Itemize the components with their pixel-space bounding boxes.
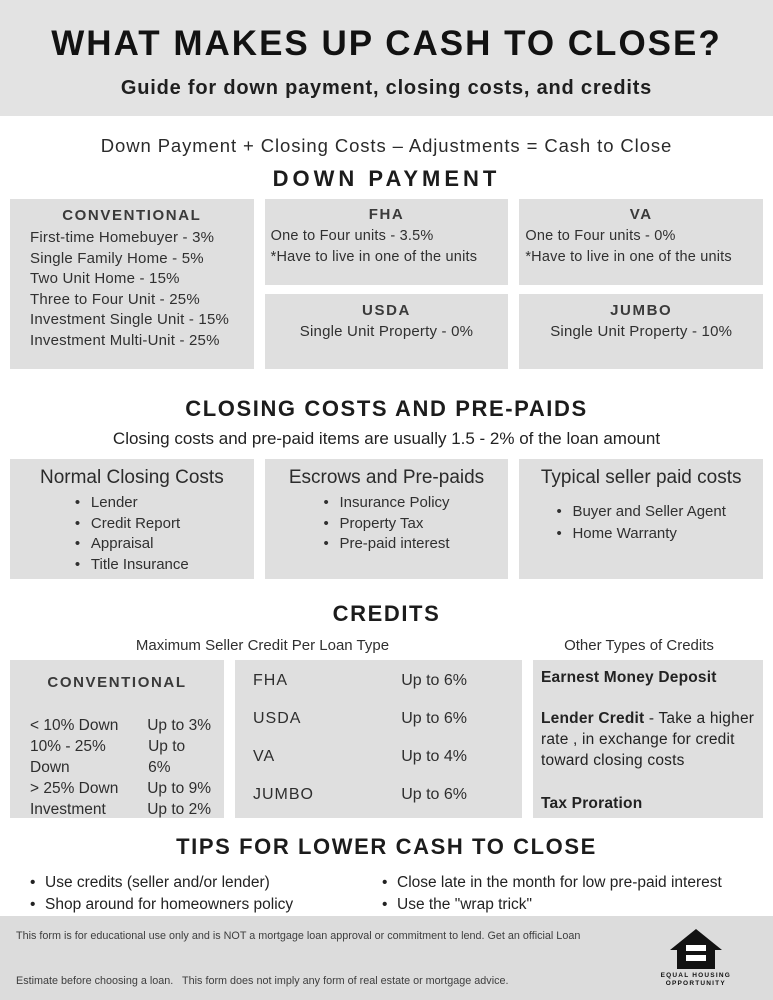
list-item: *Have to live in one of the units (270, 249, 478, 265)
equal-housing-house-icon (670, 929, 722, 969)
usda-down-payment-box (265, 294, 509, 369)
box-title: Typical seller paid costs (540, 467, 742, 488)
tips-columns (0, 872, 773, 916)
table-row (30, 715, 211, 736)
conventional-credit-rows (10, 715, 224, 820)
list-item: One to Four units - 0% (525, 228, 676, 244)
tips-section (0, 818, 773, 916)
list-item: • Pre-paid interest (323, 534, 449, 555)
conventional-credit-box (10, 660, 224, 818)
table-row (253, 672, 467, 690)
seller-paid-costs-box (519, 459, 763, 579)
row-label: JUMBO (253, 786, 314, 803)
credits-subheaders (0, 637, 773, 654)
list-item: *Have to live in one of the units (525, 249, 732, 265)
box-title: Escrows and Pre-paids (288, 467, 485, 488)
lender-credit-label: Lender Credit (541, 710, 645, 727)
down-payment-grid (0, 199, 773, 369)
equal-housing-opportunity-logo (661, 929, 731, 988)
escrows-prepaids-list (323, 493, 449, 555)
row-value: Up to 6% (401, 786, 467, 803)
footer-band (0, 916, 773, 1000)
fha-down-payment-box (265, 199, 509, 285)
tips-heading: TIPS FOR LOWER CASH TO CLOSE (176, 834, 597, 859)
jumbo-down-payment-box (519, 294, 763, 369)
list-item: • Credit Report (75, 514, 189, 535)
logo-label-line: EQUAL HOUSING (660, 972, 731, 979)
credits-heading: CREDITS (332, 601, 441, 626)
table-row (253, 786, 467, 804)
down-payment-heading: DOWN PAYMENT (272, 166, 501, 191)
header-band (0, 0, 773, 116)
cash-to-close-formula: Down Payment + Closing Costs – Adjustments = Cash to Close (100, 135, 673, 156)
table-row (253, 710, 467, 728)
row-label: > 25% Down (30, 780, 119, 797)
lender-credit-item (541, 708, 755, 771)
down-payment-right-column (519, 199, 763, 369)
other-credits-header: Other Types of Credits (564, 637, 714, 654)
disclaimer-line: This form is for educational use only and is NOT a mortgage loan approval or commitment to lend. Get an official Loan (16, 929, 581, 942)
jumbo-title: JUMBO (610, 302, 673, 319)
row-value: Up to 6% (401, 672, 467, 689)
row-label: FHA (253, 672, 288, 689)
equal-housing-logo-label (661, 972, 731, 988)
list-item: • Use credits (seller and/or lender) (30, 872, 370, 894)
closing-costs-section (0, 369, 773, 579)
closing-costs-subheading: Closing costs and pre-paid items are usually 1.5 - 2% of the loan amount (112, 429, 661, 448)
max-seller-credit-header: Maximum Seller Credit Per Loan Type (135, 637, 390, 654)
list-item: Two Unit Home - 15% (30, 270, 180, 287)
list-item: • Title Insurance (75, 555, 189, 576)
list-item: Single Unit Property - 0% (299, 323, 474, 340)
tips-left-list (30, 872, 370, 916)
list-item: • Home Warranty (556, 523, 725, 545)
list-item: • Use the "wrap trick" (382, 894, 743, 916)
list-item: Investment Single Unit - 15% (30, 311, 230, 328)
list-item: Single Family Home - 5% (30, 249, 204, 267)
table-row (30, 778, 211, 799)
row-label: Investment (30, 801, 106, 818)
row-value: Up to 3% (147, 717, 211, 734)
row-value: Up to 4% (401, 748, 467, 765)
logo-label-line: OPPORTUNITY (665, 980, 726, 987)
row-label: USDA (253, 710, 302, 727)
usda-title: USDA (362, 302, 411, 319)
conventional-down-payment-box (10, 199, 254, 369)
other-credits-box (533, 660, 763, 818)
row-label: < 10% Down (30, 717, 119, 734)
tax-proration-item: Tax Proration (541, 795, 643, 812)
fha-title: FHA (368, 206, 405, 223)
list-item: • Shop around for homeowners policy (30, 894, 370, 916)
escrows-prepaids-box (265, 459, 509, 579)
list-item: • Appraisal (75, 534, 189, 555)
list-item: First-time Homebuyer - 3% (30, 229, 215, 246)
seller-paid-costs-list (556, 501, 725, 544)
fha-lines (271, 226, 503, 268)
row-label: VA (253, 748, 276, 765)
tips-right-list (370, 872, 743, 916)
list-item: • Lender (75, 493, 189, 514)
row-label: 10% - 25% Down (30, 738, 106, 776)
down-payment-section (0, 157, 773, 369)
conventional-credit-title: CONVENTIONAL (47, 674, 187, 691)
closing-costs-grid (0, 459, 773, 579)
row-value: Up to 6% (401, 710, 467, 727)
table-row (30, 736, 211, 778)
row-value: Up to 6% (148, 738, 186, 776)
disclaimer-line: Estimate before choosing a loan. This form does not imply any form of real estate or mortgage advice. (16, 974, 509, 987)
table-row (30, 799, 211, 820)
list-item: • Insurance Policy (323, 493, 449, 514)
down-payment-middle-column (265, 199, 509, 369)
conventional-items (10, 228, 254, 351)
list-item: Three to Four Unit - 25% (30, 290, 200, 308)
list-item: • Buyer and Seller Agent (556, 501, 725, 523)
credits-section (0, 579, 773, 818)
closing-costs-heading: CLOSING COSTS AND PRE-PAIDS (185, 396, 588, 421)
lender-credit-description: - Take a higher rate , in exchange for credit toward closing costs (541, 710, 755, 769)
page-subtitle: Guide for down payment, closing costs, and credits (120, 77, 653, 99)
list-item: Single Unit Property - 10% (550, 323, 733, 340)
row-value: Up to 2% (147, 801, 211, 818)
list-item: • Close late in the month for low pre-paid interest (382, 872, 743, 894)
table-row (253, 748, 467, 766)
list-item: One to Four units - 3.5% (270, 228, 434, 244)
page-title: WHAT MAKES UP CASH TO CLOSE? (51, 24, 722, 63)
loan-type-credit-box (235, 660, 522, 818)
normal-closing-costs-list (75, 493, 189, 575)
list-item: • Property Tax (323, 514, 449, 535)
box-title: Normal Closing Costs (39, 467, 224, 488)
list-item: Investment Multi-Unit - 25% (30, 331, 220, 349)
earnest-money-item: Earnest Money Deposit (541, 669, 717, 686)
va-lines (525, 226, 757, 268)
conventional-title: CONVENTIONAL (62, 207, 202, 224)
va-down-payment-box (519, 199, 763, 285)
normal-closing-costs-box (10, 459, 254, 579)
credits-grid (0, 660, 773, 818)
va-title: VA (629, 206, 653, 223)
row-value: Up to 9% (147, 780, 211, 797)
